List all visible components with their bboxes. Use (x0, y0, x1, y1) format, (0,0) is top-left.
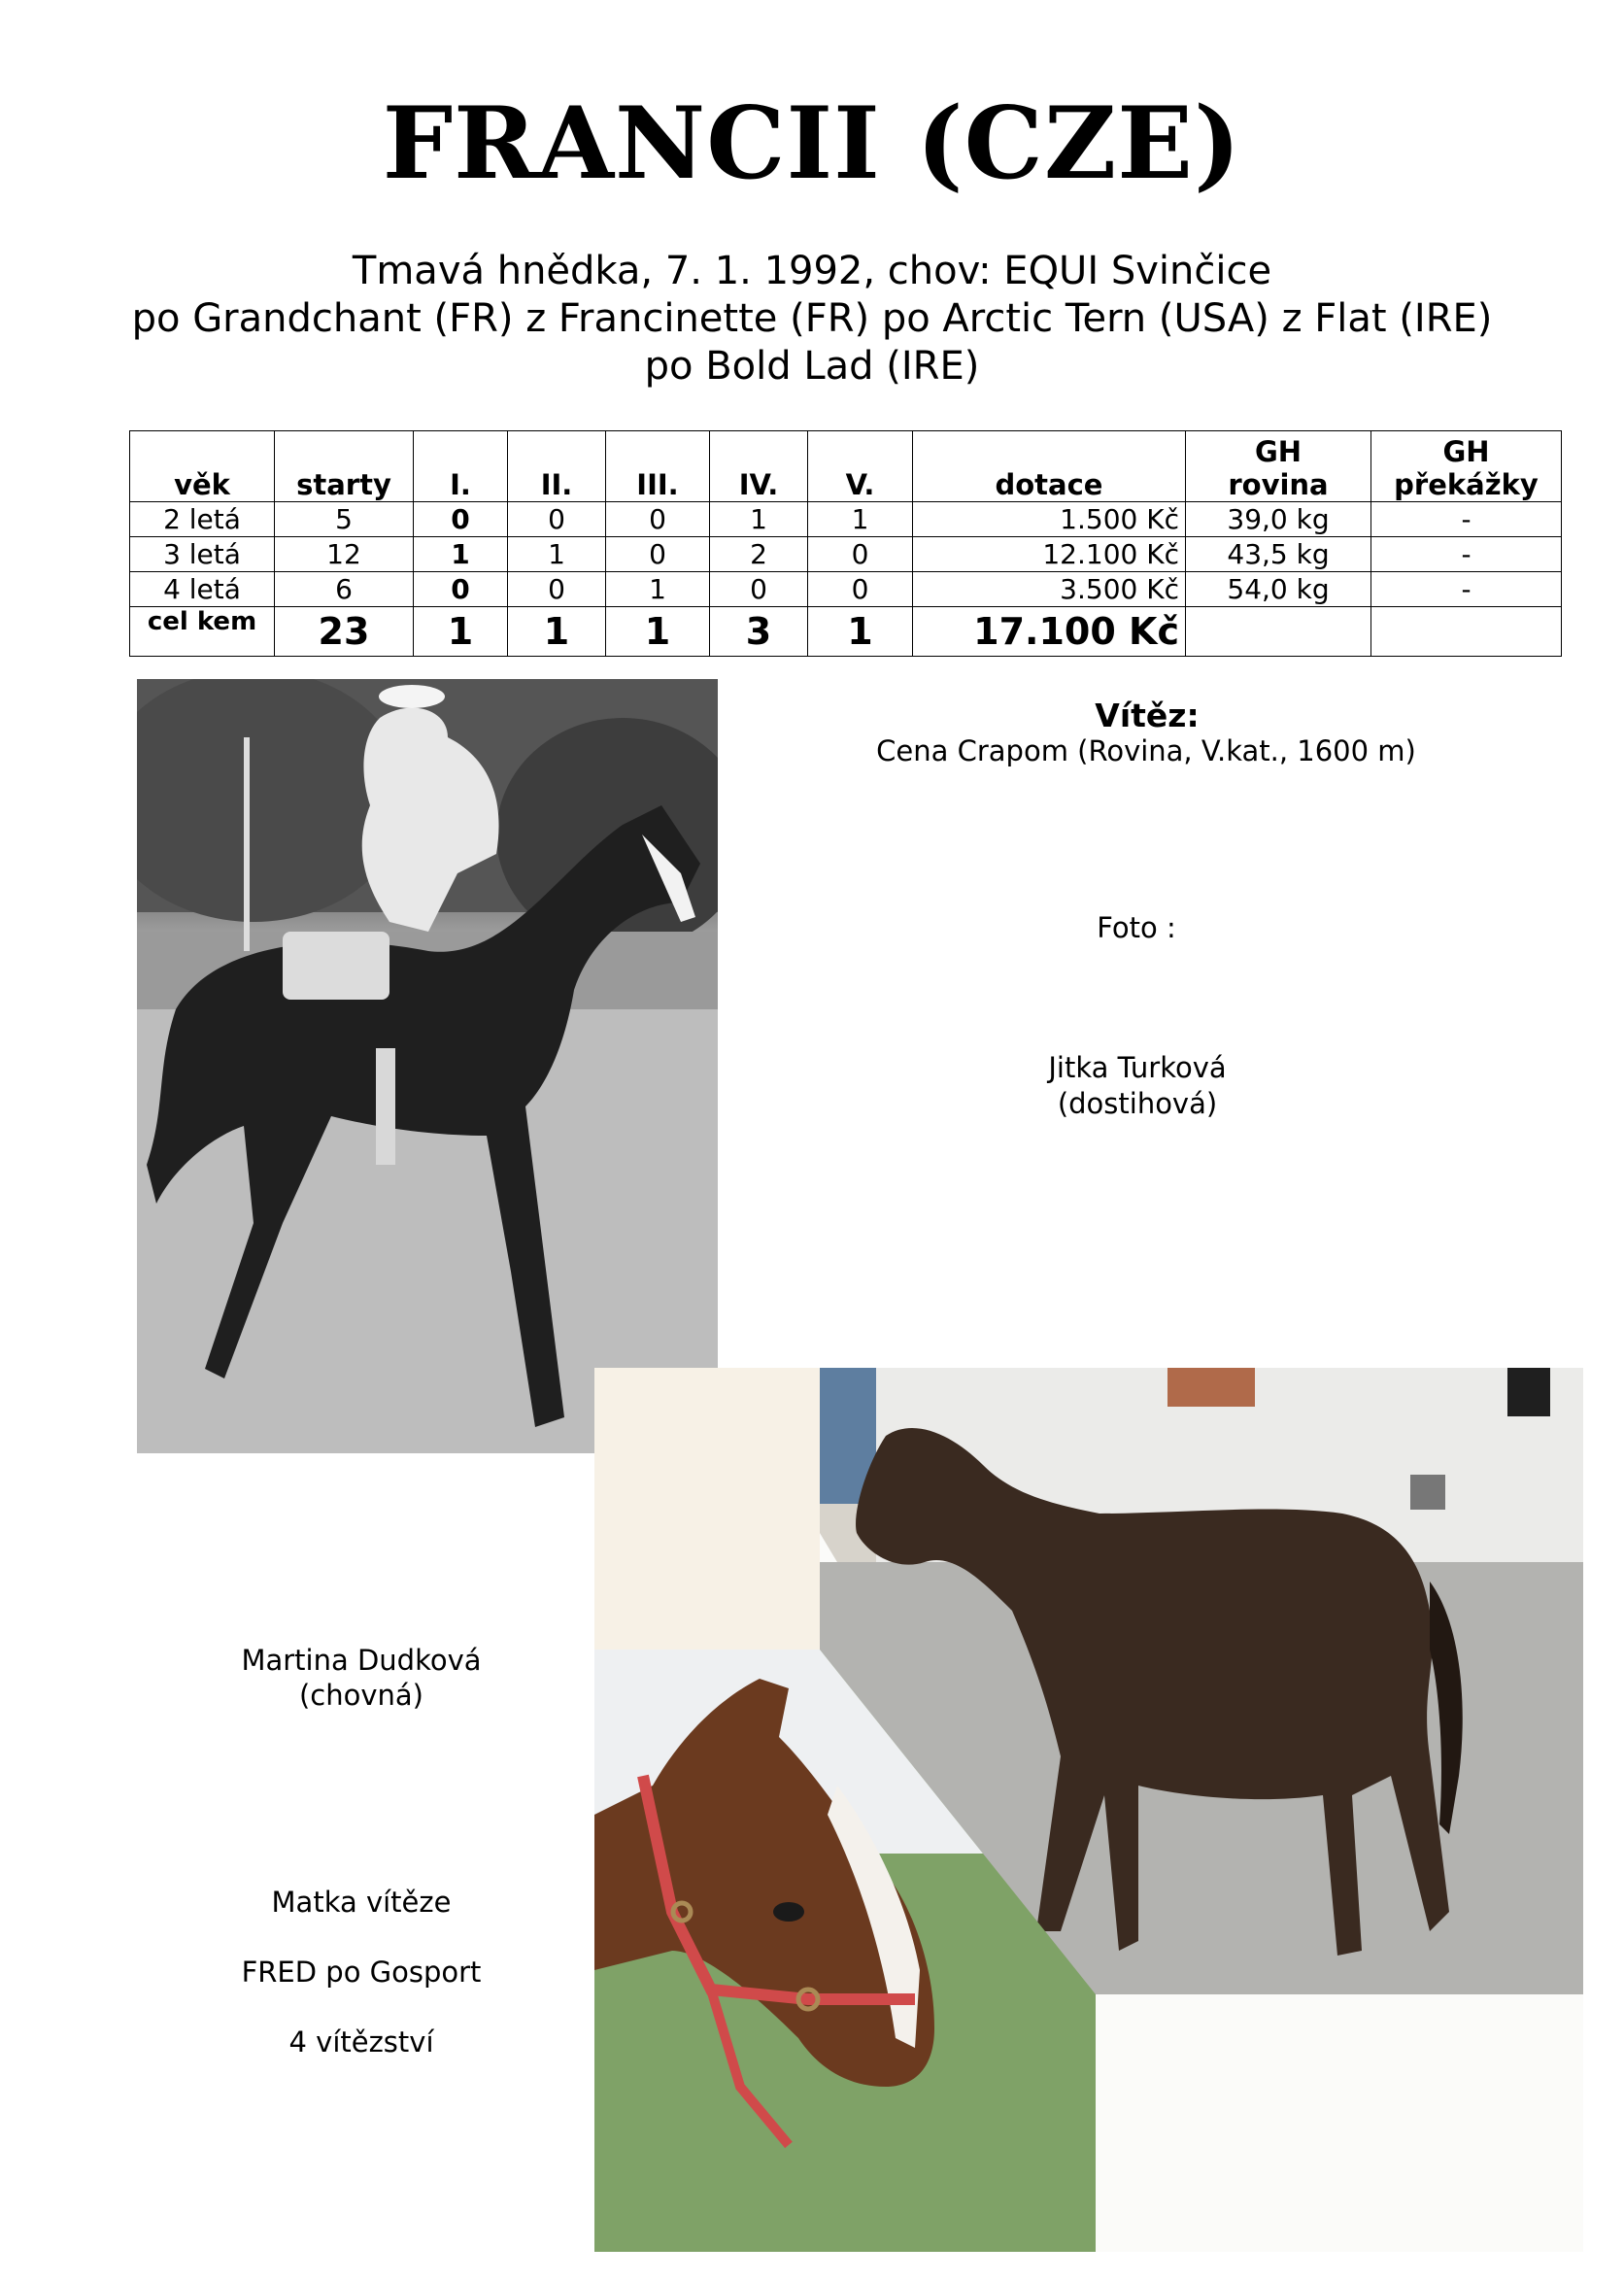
gh-jumps-cell: - (1371, 537, 1562, 572)
table-row (130, 537, 1562, 572)
gh-flat-cell: 39,0 kg (1186, 502, 1371, 537)
total-row (130, 607, 1562, 657)
fourth-place-cell: 1 (710, 502, 808, 537)
photographer-racing-name: Jitka Turková (1048, 1051, 1227, 1084)
pedigree-line-2: po Bold Lad (IRE) (644, 344, 980, 389)
table-header-row (130, 431, 1562, 502)
prize-money-cell: 3.500 Kč (913, 572, 1186, 607)
fourth-place-cell: 0 (710, 572, 808, 607)
dam-note-sire: FRED po Gosport (241, 1956, 482, 1989)
prize-money-cell: 1.500 Kč (913, 502, 1186, 537)
gh-jumps-cell: - (1371, 502, 1562, 537)
coat-birth-breeder: Tmavá hnědka, 7. 1. 1992, chov: EQUI Svinčice (352, 249, 1272, 293)
age-cell: 2 letá (130, 502, 275, 537)
photo-credit-label: Foto : (1097, 911, 1176, 944)
total-fifth: 1 (808, 607, 913, 657)
age-cell: 4 letá (130, 572, 275, 607)
table-row (130, 572, 1562, 607)
first-place-cell: 1 (414, 537, 508, 572)
photographer-breeding-role: (chovná) (298, 1679, 423, 1712)
table-row (130, 502, 1562, 537)
total-gh-jumps (1371, 607, 1562, 657)
second-place-cell: 0 (508, 572, 606, 607)
dam-note-wins: 4 vítězství (288, 2025, 434, 2059)
third-place-cell: 0 (606, 537, 710, 572)
total-prize-money: 17.100 Kč (913, 607, 1186, 657)
dam-note-heading: Matka vítěze (271, 1886, 452, 1919)
age-cell: 3 letá (130, 537, 275, 572)
col-header-prize-money: dotace (913, 431, 1186, 502)
total-third: 1 (606, 607, 710, 657)
col-header-third: III. (606, 431, 710, 502)
total-gh-flat (1186, 607, 1371, 657)
third-place-cell: 1 (606, 572, 710, 607)
total-fourth: 3 (710, 607, 808, 657)
starts-cell: 6 (275, 572, 414, 607)
col-header-fourth: IV. (710, 431, 808, 502)
col-header-starts: starty (275, 431, 414, 502)
total-starts: 23 (275, 607, 414, 657)
photographer-racing-role: (dostihová) (1057, 1087, 1218, 1120)
winner-heading: Vítěz: (1095, 697, 1200, 734)
race-photo (137, 679, 718, 1453)
second-place-cell: 0 (508, 502, 606, 537)
col-header-gh-flat: GH rovina (1186, 431, 1371, 502)
winner-race: Cena Crapom (Rovina, V.kat., 1600 m) (876, 734, 1416, 767)
pedigree-line: po Grandchant (FR) z Francinette (FR) po Arctic Tern (USA) z Flat (IRE) (131, 296, 1493, 341)
col-header-first: I. (414, 431, 508, 502)
page-title: FRANCII (CZE) (382, 85, 1242, 202)
total-first: 1 (414, 607, 508, 657)
starts-cell: 12 (275, 537, 414, 572)
gh-flat-cell: 43,5 kg (1186, 537, 1371, 572)
fourth-place-cell: 2 (710, 537, 808, 572)
col-header-second: II. (508, 431, 606, 502)
fifth-place-cell: 0 (808, 537, 913, 572)
photographer-breeding-name: Martina Dudková (241, 1644, 482, 1677)
col-header-gh-jumps: GH překážky (1371, 431, 1562, 502)
fifth-place-cell: 0 (808, 572, 913, 607)
fifth-place-cell: 1 (808, 502, 913, 537)
race-record-table (129, 430, 1562, 657)
col-header-fifth: V. (808, 431, 913, 502)
third-place-cell: 0 (606, 502, 710, 537)
col-header-age: věk (130, 431, 275, 502)
total-second: 1 (508, 607, 606, 657)
prize-money-cell: 12.100 Kč (913, 537, 1186, 572)
gh-flat-cell: 54,0 kg (1186, 572, 1371, 607)
first-place-cell: 0 (414, 572, 508, 607)
first-place-cell: 0 (414, 502, 508, 537)
total-label: cel kem (130, 607, 275, 657)
starts-cell: 5 (275, 502, 414, 537)
gh-jumps-cell: - (1371, 572, 1562, 607)
second-place-cell: 1 (508, 537, 606, 572)
breeding-photo-collage (594, 1368, 1583, 2252)
